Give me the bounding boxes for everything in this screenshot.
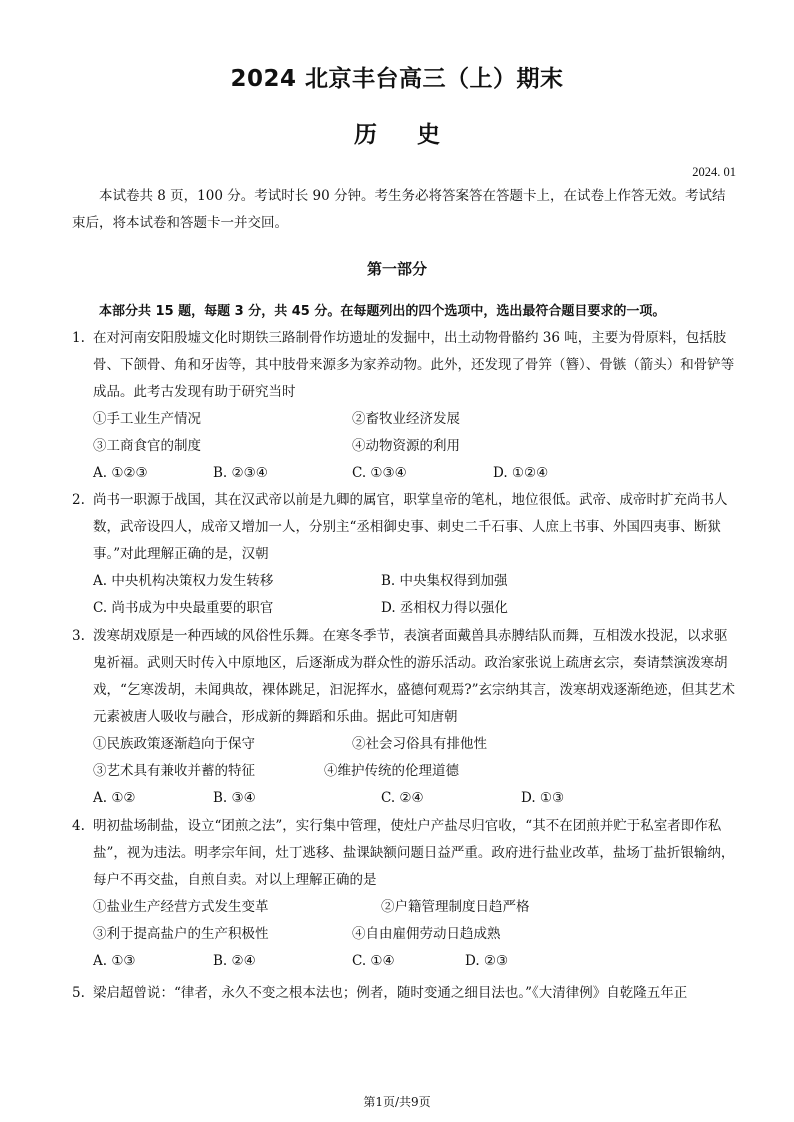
statement: ④动物资源的利用 [352,438,460,454]
statement-row [93,433,736,460]
statement: ③利于提高盐户的生产积极性 [93,926,269,942]
page-footer: 第1页/共9页 [363,1095,431,1109]
question-1 [72,325,736,487]
exam-title: 2024 北京丰台高三（上）期末 [230,66,564,92]
question-5 [72,980,736,1007]
question-stem: 在对河南安阳殷墟文化时期铁三路制骨作坊遗址的发掘中，出土动物骨骼约 36 吨，主要为骨原料，包括肢骨、下颌骨、角和牙齿等，其中肢骨来源多为家养动物。此外，还发现了骨笄（簪）、骨镞（箭头）和骨铲等成品。此考古发现有助于研究当时 [93,330,735,400]
option-c: C. ①④ [352,953,395,969]
option-row [93,595,736,622]
option-d: D. ①③ [521,790,565,806]
question-stem: 泼寒胡戏原是一种西域的风俗性乐舞。在寒冬季节，表演者面戴兽具赤膊结队而舞，互相泼水投泥，以求驱鬼祈福。武则天时传入中原地区，后逐渐成为群众性的游乐活动。政治家张说上疏唐玄宗，奏请禁演泼寒胡戏，“乞寒泼胡，未闻典故，裸体跳足，汩泥挥水，盛德何观焉?”玄宗纳其言，泼寒胡戏逐渐绝迹，但其艺术元素被唐人吸收与融合，形成新的舞蹈和乐曲。据此可知唐朝 [93,628,736,725]
option-b: B. 中央集权得到加强 [381,573,508,589]
option-row [93,785,736,812]
option-d: D. ②③ [465,953,509,969]
question-stem: 尚书一职源于战国，其在汉武帝以前是九卿的属官，职掌皇帝的笔札，地位很低。武帝、成帝时扩充尚书人数，武帝设四人，成帝又增加一人，分别主“丞相御史事、刺史二千石事、人庶上书事、外国四夷事、断狱事。”对此理解正确的是，汉朝 [93,492,728,562]
question-2 [72,487,736,622]
option-row [93,948,736,975]
option-b: B. ②④ [213,953,256,969]
exam-instructions: 本试卷共 8 页，100 分。考试时长 90 分钟。考生务必将答案答在答题卡上，在试卷上作答无效。考试结束后，将本试卷和答题卡一并交回。 [72,188,726,231]
question-4 [72,813,736,975]
statement-row [93,894,736,921]
option-a: A. ①② [93,790,136,806]
question-stem: 明初盐场制盐，设立“团煎之法”，实行集中管理，使灶户产盐尽归官收，“其不在团煎并贮于私室者即作私盐”，视为违法。明孝宗年间，灶丁逃移、盐课缺额问题日益严重。政府进行盐业改革，盐场丁盐折银输纳，每户不再交盐，自煎自卖。对以上理解正确的是 [93,818,735,888]
statement: ①手工业生产情况 [93,411,201,427]
statement: ①民族政策逐渐趋向于保守 [93,736,255,752]
option-b: B. ②③④ [213,465,268,481]
option-row [93,460,736,487]
statement-row [93,406,736,433]
statement: ②畜牧业经济发展 [352,411,460,427]
question-3 [72,623,736,812]
statement: ③工商食官的制度 [93,438,201,454]
question-number: 2. [72,492,85,508]
statement-row [93,758,736,785]
question-number: 4. [72,818,85,834]
question-stem: 梁启超曾说：“律者，永久不变之根本法也；例者，随时变通之细目法也。”《大清律例》自乾隆五年正 [93,985,688,1001]
option-c: C. ②④ [381,790,424,806]
exam-date: 2024. 01 [692,165,736,179]
option-a: A. ①②③ [93,465,148,481]
option-c: C. ①③④ [352,465,407,481]
statement: ②户籍管理制度日趋严格 [381,899,530,915]
option-b: B. ③④ [213,790,256,806]
question-number: 3. [72,628,85,644]
statement: ③艺术具有兼收并蓄的特征 [93,763,255,779]
section-title: 第一部分 [366,260,427,278]
statement-row [93,731,736,758]
option-d: D. 丞相权力得以强化 [381,600,508,616]
statement: ④维护传统的伦理道德 [324,763,459,779]
subject-title: 历史 [354,122,480,148]
option-c: C. 尚书成为中央最重要的职官 [93,600,274,616]
option-a: A. ①③ [93,953,136,969]
option-a: A. 中央机构决策权力发生转移 [93,573,274,589]
section-instruction: 本部分共 15 题，每题 3 分，共 45 分。在每题列出的四个选项中，选出最符合题目要求的一项。 [99,304,666,319]
question-number: 5. [72,985,85,1001]
statement: ①盐业生产经营方式发生变革 [93,899,269,915]
question-number: 1. [72,330,85,346]
statement-row [93,921,736,948]
statement: ④自由雇佣劳动日趋成熟 [352,926,501,942]
option-row [93,568,736,595]
statement: ②社会习俗具有排他性 [352,736,487,752]
option-d: D. ①②④ [493,465,549,481]
